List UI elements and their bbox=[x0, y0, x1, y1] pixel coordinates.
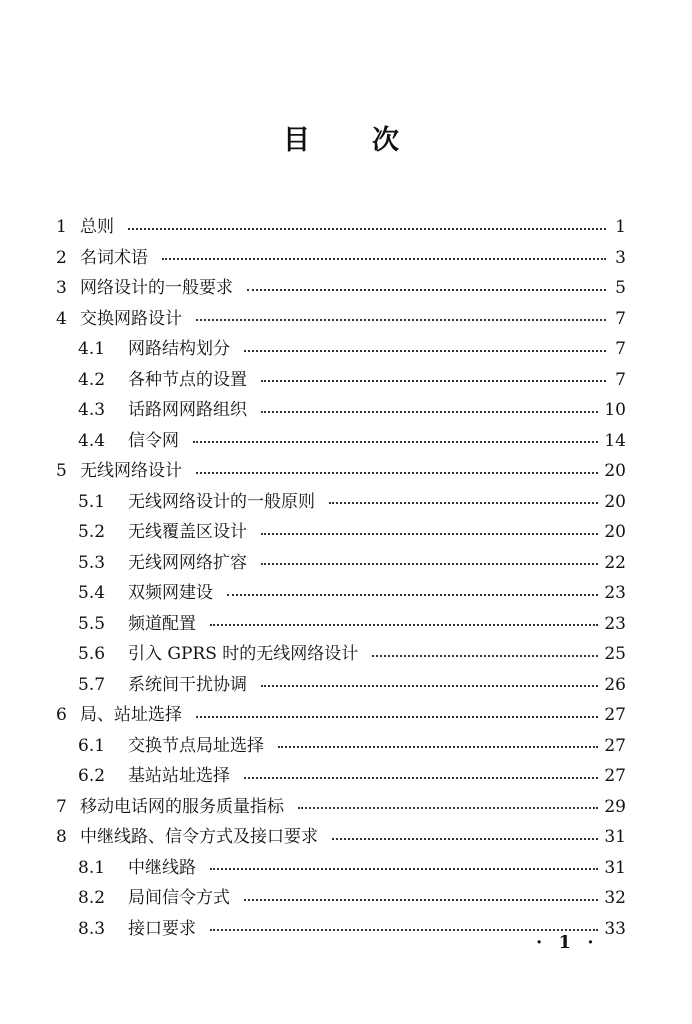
toc-dot-leader bbox=[372, 655, 598, 657]
toc-entry[interactable] bbox=[56, 365, 626, 396]
toc-entry-page: 5 bbox=[615, 278, 626, 298]
toc-entry[interactable] bbox=[56, 578, 626, 609]
toc-entry-number: 5.6 bbox=[78, 644, 106, 664]
toc-entry[interactable] bbox=[56, 883, 626, 914]
toc-entry-number: 5.3 bbox=[78, 552, 106, 573]
toc-entry-page: 3 bbox=[615, 247, 626, 268]
toc-dot-leader bbox=[261, 380, 606, 382]
toc-dot-leader bbox=[210, 624, 598, 626]
toc-entry[interactable] bbox=[56, 212, 626, 243]
toc-entry-label: 移动电话网的服务质量指标 bbox=[80, 796, 284, 817]
toc-entry-page: 27 bbox=[604, 766, 626, 786]
toc-entry-label: 引入 GPRS 时的无线网络设计 bbox=[128, 644, 359, 664]
toc-entry-number: 8.3 bbox=[78, 918, 106, 939]
toc-entry-label: 交换网路设计 bbox=[80, 308, 182, 329]
toc-entry-number: 4.3 bbox=[78, 400, 106, 420]
toc-entry[interactable] bbox=[56, 456, 626, 487]
toc-entry-number: 8 bbox=[56, 827, 67, 847]
toc-entry-number: 4.1 bbox=[78, 339, 106, 359]
toc-entry-page: 23 bbox=[604, 613, 626, 634]
toc-entry-number: 5.5 bbox=[78, 613, 106, 634]
toc-entry-label: 无线网网络扩容 bbox=[128, 552, 247, 573]
toc-entry-page: 33 bbox=[604, 918, 626, 939]
toc-entry-label: 接口要求 bbox=[128, 918, 196, 939]
toc-entry[interactable] bbox=[56, 304, 626, 335]
toc-entry-page: 27 bbox=[604, 705, 626, 725]
toc-entry-label: 网络设计的一般要求 bbox=[80, 278, 233, 298]
toc-entry-number: 7 bbox=[56, 796, 67, 817]
toc-dot-leader bbox=[332, 838, 598, 840]
toc-entry-page: 7 bbox=[615, 339, 626, 359]
toc-entry-number: 5.7 bbox=[78, 674, 106, 695]
toc-entry-label: 系统间干扰协调 bbox=[128, 674, 247, 695]
toc-dot-leader bbox=[261, 685, 598, 687]
toc-entry-number: 6 bbox=[56, 705, 67, 725]
toc-dot-leader bbox=[261, 411, 598, 413]
toc-entry[interactable] bbox=[56, 761, 626, 792]
toc-entry[interactable] bbox=[56, 487, 626, 518]
toc-dot-leader bbox=[128, 228, 606, 230]
toc-entry[interactable] bbox=[56, 426, 626, 457]
toc-entry-page: 10 bbox=[604, 400, 626, 420]
toc-entry-label: 频道配置 bbox=[128, 613, 196, 634]
toc-entry-page: 7 bbox=[615, 308, 626, 329]
toc-entry-page: 23 bbox=[604, 583, 626, 603]
toc-dot-leader bbox=[329, 502, 598, 504]
toc-entry-label: 局间信令方式 bbox=[128, 888, 230, 908]
toc-dot-leader bbox=[244, 899, 598, 901]
toc-dot-leader bbox=[196, 319, 606, 321]
toc-entry[interactable] bbox=[56, 700, 626, 731]
toc-entry[interactable] bbox=[56, 639, 626, 670]
toc-entry-number: 5.1 bbox=[78, 491, 106, 512]
toc-entry-label: 局、站址选择 bbox=[80, 705, 182, 725]
toc-entry-label: 各种节点的设置 bbox=[128, 369, 247, 390]
toc-entry-page: 31 bbox=[604, 857, 626, 878]
toc-entry[interactable] bbox=[56, 670, 626, 701]
title-char-2: 次 bbox=[372, 125, 401, 156]
toc-dot-leader bbox=[244, 350, 606, 352]
toc-entry-label: 交换节点局址选择 bbox=[128, 735, 264, 756]
toc-entry[interactable] bbox=[56, 395, 626, 426]
toc-entry-number: 6.1 bbox=[78, 735, 106, 756]
toc-entry-number: 3 bbox=[56, 278, 67, 298]
toc-entry[interactable] bbox=[56, 609, 626, 640]
toc-entry[interactable] bbox=[56, 548, 626, 579]
toc-dot-leader bbox=[298, 807, 598, 809]
toc-dot-leader bbox=[247, 289, 606, 291]
toc-entry-label: 无线网络设计 bbox=[80, 461, 182, 481]
toc-entry[interactable] bbox=[56, 243, 626, 274]
toc-entry-number: 2 bbox=[56, 247, 67, 268]
toc-entry-number: 4 bbox=[56, 308, 67, 329]
toc-entry[interactable] bbox=[56, 273, 626, 304]
toc-entry-label: 无线网络设计的一般原则 bbox=[128, 491, 315, 512]
toc-entry-number: 5.4 bbox=[78, 583, 106, 603]
toc-dot-leader bbox=[210, 929, 598, 931]
toc-entry-page: 32 bbox=[604, 888, 626, 908]
toc-entry-page: 7 bbox=[615, 369, 626, 390]
toc-entry-label: 话路网网路组织 bbox=[128, 400, 247, 420]
toc-entry-page: 20 bbox=[604, 491, 626, 512]
toc-entry-number: 5.2 bbox=[78, 522, 106, 542]
toc-entry-number: 4.2 bbox=[78, 369, 106, 390]
toc-entry-page: 27 bbox=[604, 735, 626, 756]
toc-entry[interactable] bbox=[56, 853, 626, 884]
toc-entry-page: 20 bbox=[604, 461, 626, 481]
toc-entry-label: 无线覆盖区设计 bbox=[128, 522, 247, 542]
toc-entry[interactable] bbox=[56, 822, 626, 853]
toc-entry-label: 双频网建设 bbox=[128, 583, 213, 603]
toc-entry-page: 22 bbox=[604, 552, 626, 573]
toc-entry-label: 中继线路 bbox=[128, 857, 196, 878]
table-of-contents bbox=[56, 212, 626, 944]
toc-dot-leader bbox=[210, 868, 598, 870]
toc-entry-page: 14 bbox=[604, 430, 626, 451]
toc-entry-label: 名词术语 bbox=[80, 247, 148, 268]
toc-entry-number: 8.2 bbox=[78, 888, 106, 908]
toc-dot-leader bbox=[261, 563, 598, 565]
toc-entry-page: 29 bbox=[604, 796, 626, 817]
toc-entry-number: 8.1 bbox=[78, 857, 106, 878]
toc-entry-page: 31 bbox=[604, 827, 626, 847]
toc-entry-label: 网路结构划分 bbox=[128, 339, 230, 359]
toc-entry-label: 基站站址选择 bbox=[128, 766, 230, 786]
toc-dot-leader bbox=[196, 472, 598, 474]
page-number: · 1 · bbox=[536, 932, 599, 953]
toc-dot-leader bbox=[193, 441, 598, 443]
toc-entry-number: 1 bbox=[56, 217, 67, 237]
toc-entry-label: 信令网 bbox=[128, 430, 179, 451]
toc-entry-label: 总则 bbox=[80, 217, 114, 237]
toc-entry[interactable] bbox=[56, 334, 626, 365]
toc-dot-leader bbox=[162, 258, 606, 260]
toc-dot-leader bbox=[227, 594, 598, 596]
toc-entry-page: 1 bbox=[615, 217, 626, 237]
toc-entry-number: 4.4 bbox=[78, 430, 106, 451]
toc-dot-leader bbox=[278, 746, 598, 748]
title-char-1: 目 bbox=[283, 125, 312, 156]
toc-dot-leader bbox=[261, 533, 598, 535]
toc-dot-leader bbox=[196, 716, 598, 718]
toc-entry-page: 26 bbox=[604, 674, 626, 695]
toc-entry-page: 25 bbox=[604, 644, 626, 664]
toc-entry[interactable] bbox=[56, 731, 626, 762]
toc-entry-label: 中继线路、信令方式及接口要求 bbox=[80, 827, 318, 847]
toc-entry[interactable] bbox=[56, 792, 626, 823]
toc-entry-number: 6.2 bbox=[78, 766, 106, 786]
toc-entry-page: 20 bbox=[604, 522, 626, 542]
toc-entry[interactable] bbox=[56, 517, 626, 548]
toc-dot-leader bbox=[244, 777, 598, 779]
toc-entry-number: 5 bbox=[56, 461, 67, 481]
